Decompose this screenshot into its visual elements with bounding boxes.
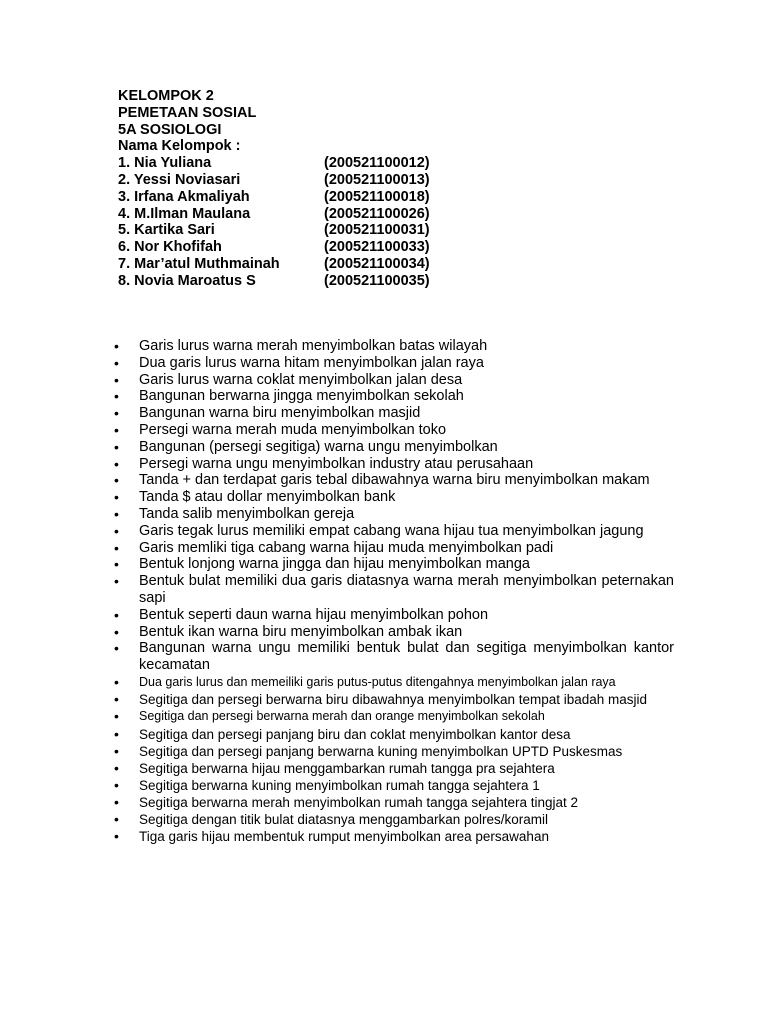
list-item-text: Segitiga dengan titik bulat diatasnya menggambarkan polres/koramil <box>139 811 548 827</box>
list-item-text: Persegi warna ungu menyimbolkan industry atau perusahaan <box>139 455 534 472</box>
bullet-icon: • <box>114 606 119 623</box>
member-name: 3. Irfana Akmaliyah <box>118 188 250 205</box>
bullet-icon: • <box>114 673 119 690</box>
list-item <box>114 439 674 456</box>
list-item <box>114 523 674 540</box>
list-item <box>114 506 674 523</box>
list-item-text: Segitiga berwarna merah menyimbolkan rumah tangga sejahtera tingjat 2 <box>139 794 579 810</box>
list-item <box>114 372 674 389</box>
list-item-text: Bentuk lonjong warna jingga dan hijau menyimbolkan manga <box>139 556 530 573</box>
list-item <box>114 540 674 557</box>
list-item-text: Segitiga dan persegi panjang biru dan coklat menyimbolkan kantor desa <box>139 726 571 742</box>
member-nim: (200521100018) <box>324 188 430 205</box>
class-title: 5A SOSIOLOGI <box>118 121 222 138</box>
member-row <box>118 273 430 290</box>
list-item <box>114 573 674 607</box>
list-item <box>114 760 674 777</box>
member-row <box>118 206 430 223</box>
list-item-text: Bangunan warna ungu memiliki bentuk bulat dan segitiga menyimbolkan kantor kecamatan <box>139 640 674 674</box>
list-item <box>114 388 674 405</box>
bullet-icon: • <box>114 438 119 455</box>
member-name: 7. Mar’atul Muthmainah <box>118 255 280 272</box>
list-item <box>114 556 674 573</box>
member-nim: (200521100013) <box>324 171 430 188</box>
member-nim: (200521100026) <box>324 205 430 222</box>
list-item <box>114 811 674 828</box>
list-item-text: Garis lurus warna coklat menyimbolkan jalan desa <box>139 371 463 388</box>
list-item-text: Bentuk bulat memiliki dua garis diatasnya warna merah menyimbolkan peternakan sapi <box>139 573 674 606</box>
list-item-text: Segitiga dan persegi berwarna merah dan orange menyimbolkan sekolah <box>139 709 545 724</box>
list-item-text: Tanda salib menyimbolkan gereja <box>139 505 355 522</box>
bullet-icon: • <box>114 776 119 793</box>
list-item-text: Dua garis lurus dan memeiliki garis putus-putus ditengahnya menyimbolkan jalan raya <box>139 674 616 689</box>
list-item <box>114 743 674 760</box>
member-name: 6. Nor Khofifah <box>118 239 222 256</box>
bullet-icon: • <box>114 708 119 725</box>
list-item-text: Segitiga berwarna hijau menggambarkan rumah tangga pra sejahtera <box>139 760 555 776</box>
list-item <box>114 338 674 355</box>
group-header <box>118 88 430 290</box>
member-name: 2. Yessi Noviasari <box>118 171 241 188</box>
list-item-text: Persegi warna merah muda menyimbolkan toko <box>139 421 447 438</box>
list-item-text: Garis lurus warna merah menyimbolkan batas wilayah <box>139 338 488 354</box>
member-nim: (200521100012) <box>324 155 430 172</box>
list-item <box>114 624 674 641</box>
member-row <box>118 256 430 273</box>
list-item-text: Segitiga dan persegi berwarna biru dibawahnya menyimbolkan tempat ibadah masjid <box>139 692 648 708</box>
subject-title: PEMETAAN SOSIAL <box>118 104 257 121</box>
bullet-icon: • <box>114 556 119 573</box>
bullet-icon: • <box>114 388 119 405</box>
list-item-text: Dua garis lurus warna hitam menyimbolkan jalan raya <box>139 354 484 371</box>
bullet-icon: • <box>114 827 119 844</box>
symbol-legend-list <box>114 338 674 845</box>
list-item-text: Segitiga berwarna kuning menyimbolkan rumah tangga sejahtera 1 <box>139 777 540 793</box>
list-item <box>114 640 674 674</box>
list-item <box>114 456 674 473</box>
list-item <box>114 607 674 624</box>
list-item-text: Bentuk seperti daun warna hijau menyimbolkan pohon <box>139 606 489 623</box>
group-title: KELOMPOK 2 <box>118 88 214 104</box>
member-name: 8. Novia Maroatus S <box>118 272 256 289</box>
member-nim: (200521100033) <box>324 239 430 256</box>
bullet-icon: • <box>114 691 119 708</box>
member-nim: (200521100034) <box>324 255 430 272</box>
member-name: 5. Kartika Sari <box>118 222 215 239</box>
member-row <box>118 155 430 172</box>
list-item-text: Segitiga dan persegi panjang berwarna kuning menyimbolkan UPTD Puskesmas <box>139 743 623 759</box>
list-item-text: Tanda + dan terdapat garis tebal dibawahnya warna biru menyimbolkan makam <box>139 472 650 489</box>
list-item <box>114 708 674 726</box>
member-row <box>118 222 430 239</box>
bullet-icon: • <box>114 623 119 640</box>
list-item <box>114 828 674 845</box>
member-row <box>118 239 430 256</box>
member-name: 4. M.Ilman Maulana <box>118 205 251 222</box>
bullet-icon: • <box>114 793 119 810</box>
list-item <box>114 674 674 692</box>
bullet-icon: • <box>114 810 119 827</box>
list-item <box>114 355 674 372</box>
bullet-icon: • <box>114 640 119 657</box>
list-item <box>114 405 674 422</box>
bullet-icon: • <box>114 573 119 590</box>
list-item <box>114 472 674 489</box>
list-item <box>114 777 674 794</box>
list-item-text: Bentuk ikan warna biru menyimbolkan ambak ikan <box>139 623 463 640</box>
bullet-icon: • <box>114 338 119 354</box>
bullet-icon: • <box>114 354 119 371</box>
list-item-text: Bangunan warna biru menyimbolkan masjid <box>139 405 421 422</box>
bullet-icon: • <box>114 405 119 422</box>
list-item-text: Garis memliki tiga cabang warna hijau muda menyimbolkan padi <box>139 539 554 556</box>
bullet-icon: • <box>114 421 119 438</box>
bullet-icon: • <box>114 742 119 759</box>
list-item-text: Tanda $ atau dollar menyimbolkan bank <box>139 489 396 506</box>
list-item <box>114 691 674 708</box>
bullet-icon: • <box>114 539 119 556</box>
bullet-icon: • <box>114 489 119 506</box>
bullet-icon: • <box>114 725 119 742</box>
bullet-icon: • <box>114 505 119 522</box>
member-nim: (200521100031) <box>324 222 430 239</box>
bullet-icon: • <box>114 759 119 776</box>
member-row <box>118 189 430 206</box>
bullet-icon: • <box>114 522 119 539</box>
members-label: Nama Kelompok : <box>118 138 241 155</box>
list-item-text: Garis tegak lurus memiliki empat cabang wana hijau tua menyimbolkan jagung <box>139 522 644 539</box>
list-item-text: Bangunan (persegi segitiga) warna ungu menyimbolkan <box>139 438 498 455</box>
member-row <box>118 172 430 189</box>
member-name: 1. Nia Yuliana <box>118 155 212 172</box>
list-item-text: Bangunan berwarna jingga menyimbolkan sekolah <box>139 388 464 405</box>
bullet-icon: • <box>114 472 119 489</box>
list-item-text: Tiga garis hijau membentuk rumput menyimbolkan area persawahan <box>139 828 549 844</box>
list-item <box>114 489 674 506</box>
bullet-icon: • <box>114 371 119 388</box>
bullet-icon: • <box>114 455 119 472</box>
list-item <box>114 422 674 439</box>
list-item <box>114 794 674 811</box>
list-item <box>114 726 674 743</box>
member-nim: (200521100035) <box>324 272 430 289</box>
